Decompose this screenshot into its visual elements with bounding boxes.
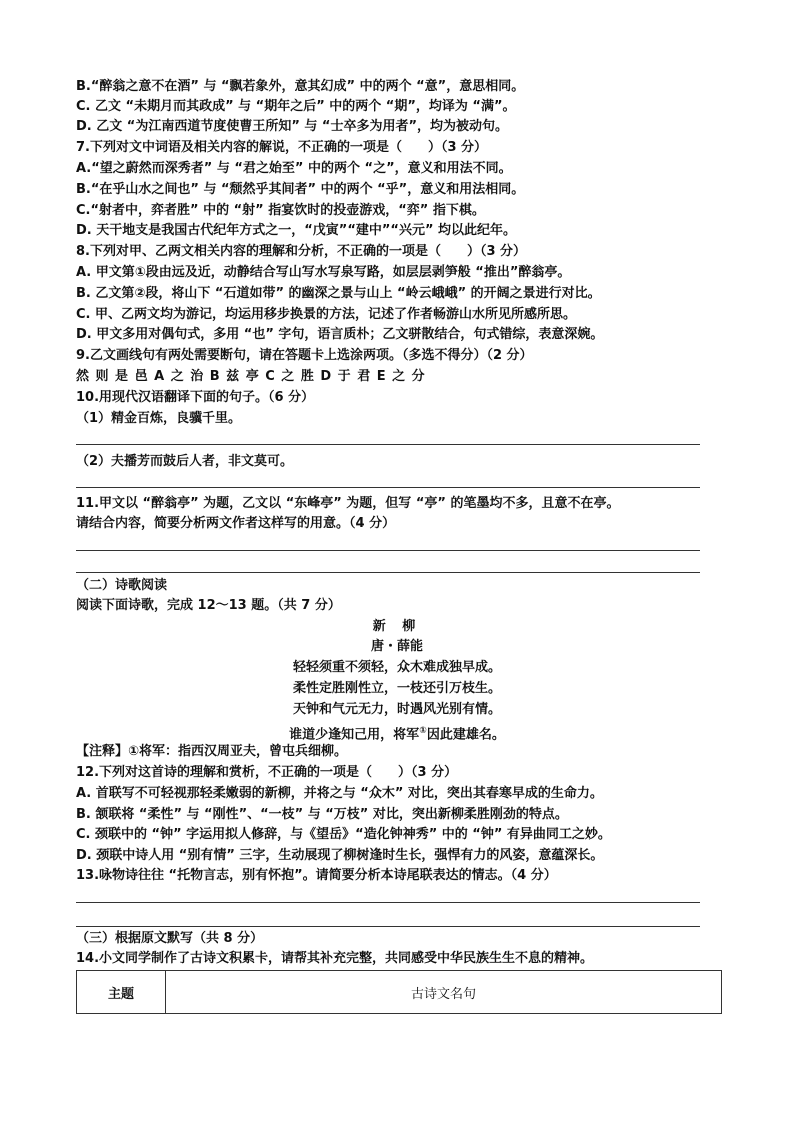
section-heading: （三）根据原文默写（共 8 分） [76, 931, 264, 946]
footnote-marker: ① [419, 726, 427, 736]
question-10-item-2: （2）夫播芳而鼓后人者，非文莫可。 [76, 454, 294, 469]
question-9-sentence: 然 则 是 邑 A 之 治 B 兹 亭 C 之 胜 D 于 君 E 之 分 [76, 369, 426, 384]
option-7a: A.“望之蔚然而深秀者” 与 “君之始至” 中的两个 “之”，意义和用法不同。 [76, 161, 512, 176]
question-12-stem: 12.下列对这首诗的理解和赏析，不正确的一项是（ ）（3 分） [76, 765, 458, 780]
option-6c: C. 乙文 “未期月而其政成” 与 “期年之后” 中的两个 “期”，均译为 “满”。 [76, 99, 516, 114]
option-7b: B.“在乎山水之间也” 与 “颓然乎其间者” 中的两个 “乎”，意义和用法相同。 [76, 182, 525, 197]
answer-line[interactable] [76, 550, 700, 551]
section-heading: （二）诗歌阅读 [76, 578, 168, 593]
option-12b: B. 颔联将 “柔性” 与 “刚性”、“一枝” 与 “万枝” 对比，突出新柳柔胜刚劲的特点。 [76, 807, 568, 822]
poem-line-part: 因此建雄名。 [426, 727, 505, 743]
answer-line[interactable] [76, 572, 700, 573]
answer-line[interactable] [76, 487, 700, 488]
option-7c: C.“射者中，弈者胜” 中的 “射” 指宴饮时的投壶游戏，“弈” 指下棋。 [76, 203, 485, 218]
option-8b: B. 乙文第②段，将山下 “石道如带” 的幽深之景与山上 “岭云峨峨” 的开阔之景进行对比。 [76, 286, 601, 301]
poem-line: 轻轻须重不须轻，众木难成独早成。 [292, 660, 501, 675]
answer-line[interactable] [76, 444, 700, 445]
option-12c: C. 颈联中的 “钟” 字运用拟人修辞，与《望岳》“造化钟神秀” 中的 “钟” 有异曲同工之妙。 [76, 827, 611, 842]
question-11-stem-cont: 请结合内容，简要分析两文作者这样写的用意。（4 分） [76, 516, 396, 531]
question-10-stem: 10.用现代汉语翻译下面的句子。（6 分） [76, 390, 315, 405]
option-8c: C. 甲、乙两文均为游记，均运用移步换景的方法，记述了作者畅游山水所见所感所思。 [76, 307, 577, 322]
option-8d: D. 甲文多用对偶句式，多用 “也” 字句，语言质朴；乙文骈散结合，句式错综，表意深婉。 [76, 327, 604, 342]
poem-line: 天钟和气元无力，时遇风光别有情。 [292, 702, 501, 717]
option-7d: D. 天干地支是我国古代纪年方式之一，“戊寅”“建中”“兴元” 均以此纪年。 [76, 223, 517, 238]
question-10-item-1: （1）精金百炼，良骥千里。 [76, 411, 242, 426]
poem-annotation: 【注释】①将军：指西汉周亚夫，曾屯兵细柳。 [76, 744, 348, 759]
answer-line[interactable] [76, 902, 700, 903]
question-13-stem: 13.咏物诗往往 “托物言志，别有怀抱”。请简要分析本诗尾联表达的情志。（4 分） [76, 868, 557, 883]
poem-title: 新 柳 [372, 619, 422, 634]
poem-line-part: 谁道少逢知己用，将军 [289, 727, 420, 743]
recitation-card-table [76, 970, 722, 1014]
question-8-stem: 8.下列对甲、乙两文相关内容的理解和分析，不正确的一项是（ ）（3 分） [76, 244, 527, 259]
question-14-stem: 14.小文同学制作了古诗文积累卡，请帮其补充完整，共同感受中华民族生生不息的精神。 [76, 951, 594, 966]
poem-line [0, 722, 794, 744]
option-12a: A. 首联写不可轻视那轻柔嫩弱的新柳，并将之与 “众木” 对比，突出其春寒早成的生命力。 [76, 786, 603, 801]
table-header-theme: 主题 [77, 971, 166, 1014]
question-11-stem: 11.甲文以 “醉翁亭” 为题，乙文以 “东峰亭” 为题，但写 “亭” 的笔墨均不多，且意不在亭。 [76, 496, 620, 511]
option-6b: B.“醉翁之意不在酒” 与 “飘若象外，意其幻成” 中的两个 “意”，意思相同。 [76, 79, 525, 94]
option-8a: A. 甲文第①段由远及近，动静结合写山写水写泉写路，如层层剥笋般 “推出”醉翁亭。 [76, 265, 571, 280]
section-instruction: 阅读下面诗歌，完成 12～13 题。（共 7 分） [76, 598, 341, 613]
question-9-stem: 9.乙文画线句有两处需要断句，请在答题卡上选涂两项。（多选不得分）（2 分） [76, 348, 533, 363]
poem-line: 柔性定胜刚性立，一枝还引万枝生。 [292, 681, 501, 696]
question-7-stem: 7.下列对文中词语及相关内容的解说，不正确的一项是（ ）（3 分） [76, 140, 488, 155]
table-row [77, 971, 722, 1014]
poem-author: 唐・薛能 [370, 639, 423, 654]
table-header-quotes: 古诗文名句 [166, 971, 722, 1014]
answer-line[interactable] [76, 926, 700, 927]
option-12d: D. 颈联中诗人用 “别有情” 三字，生动展现了柳树逢时生长，强悍有力的风姿，意蕴深长。 [76, 848, 604, 863]
option-6d: D. 乙文 “为江南西道节度使曹王所知” 与 “士卒多为用者”，均为被动句。 [76, 119, 509, 134]
